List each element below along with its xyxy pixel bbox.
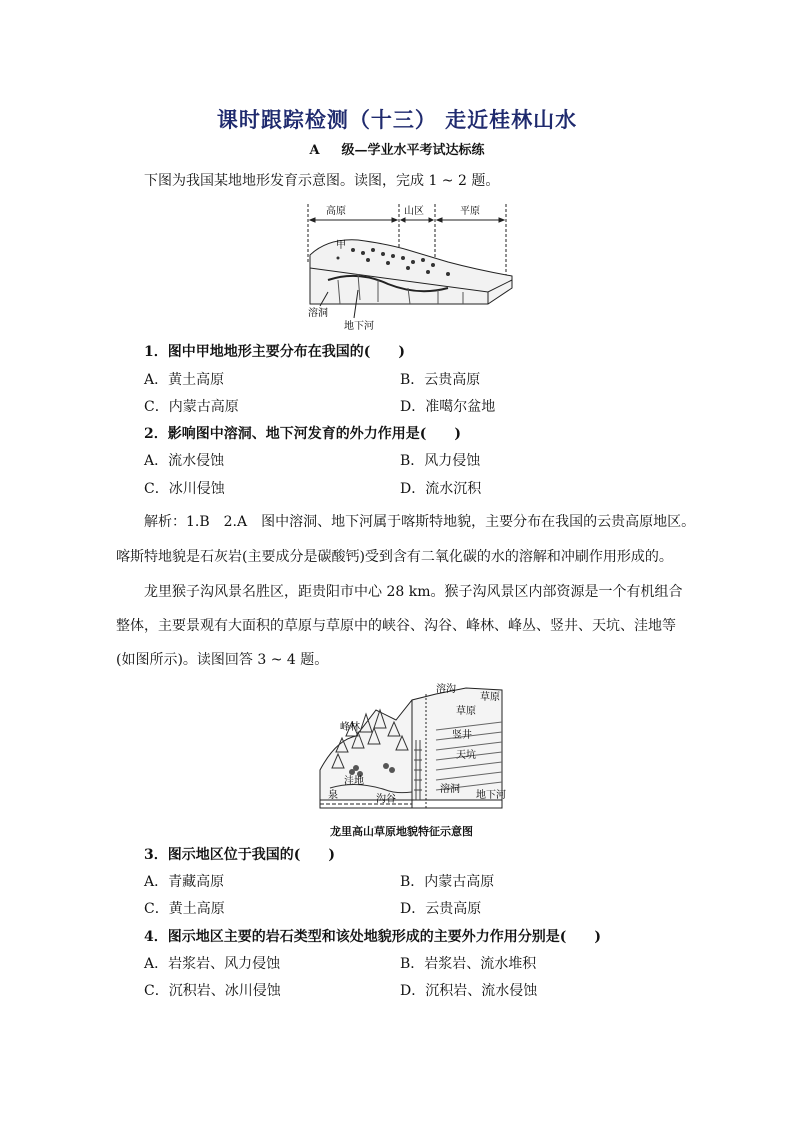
label-grassland-1: 草原 bbox=[480, 692, 500, 703]
question-3-option-b: B．内蒙古高原 bbox=[400, 874, 495, 890]
analysis-line-1: 解析：1.B 2.A 图中溶洞、地下河属于喀斯特地貌，主要分布在我国的云贵高原地区。 bbox=[144, 514, 696, 530]
question-1-option-a: A．黄土高原 bbox=[144, 372, 225, 388]
label-depression: 洼地 bbox=[344, 776, 364, 787]
question-4-option-d: D．沉积岩、流水侵蚀 bbox=[400, 983, 538, 999]
label-doline: 天坑 bbox=[456, 750, 476, 761]
label-peak-forest: 峰林 bbox=[340, 722, 360, 733]
question-1-option-d: D．准噶尔盆地 bbox=[400, 399, 496, 415]
label-plateau: 高原 bbox=[326, 206, 346, 217]
question-1-option-b: B．云贵高原 bbox=[400, 372, 481, 388]
question-4-option-c: C．沉积岩、冰川侵蚀 bbox=[144, 983, 281, 999]
level-letter: A bbox=[309, 143, 320, 158]
label-grassland-2: 草原 bbox=[456, 706, 476, 717]
question-4-stem: 4．图示地区主要的岩石类型和该处地貌形成的主要外力作用分别是( ) bbox=[144, 929, 601, 945]
label-spring: 泉 bbox=[328, 790, 338, 801]
question-2-stem: 2．影响图中溶洞、地下河发育的外力作用是( ) bbox=[144, 426, 461, 442]
question-3-stem: 3．图示地区位于我国的( ) bbox=[144, 847, 335, 863]
label-valley: 沟谷 bbox=[376, 794, 396, 805]
question-2-option-a: A．流水侵蚀 bbox=[144, 453, 225, 469]
question-4-option-a: A．岩浆岩、风力侵蚀 bbox=[144, 956, 281, 972]
question-2-option-c: C．冰川侵蚀 bbox=[144, 481, 225, 497]
intro-text-1: 下图为我国某地地形发育示意图。读图，完成 1 ~ 2 题。 bbox=[144, 173, 500, 189]
level-heading bbox=[0, 139, 794, 158]
intro-text-2: 龙里猴子沟风景名胜区，距贵阳市中心 28 km。猴子沟风景区内部资源是一个有机组合整体，主要景观有大面积的草原与草原中的峡谷、沟谷、峰林、峰丛、竖井、天坑、洼地等(如图所示)。读图回答 3 ~ 4 题。 bbox=[116, 584, 683, 668]
label-mountain: 山区 bbox=[404, 206, 424, 217]
question-3-option-d: D．云贵高原 bbox=[400, 901, 482, 917]
label-jia: 甲 bbox=[336, 240, 346, 251]
label-cave-2: 溶洞 bbox=[440, 784, 460, 795]
label-karst-groove: 溶沟 bbox=[436, 684, 456, 695]
figure-2-caption: 龙里高山草原地貌特征示意图 bbox=[330, 825, 473, 838]
label-plain: 平原 bbox=[460, 206, 480, 217]
grassland-landform-figure bbox=[316, 680, 506, 820]
analysis-line-2: 喀斯特地貌是石灰岩(主要成分是碳酸钙)受到含有二氧化碳的水的溶解和冲刷作用形成的。 bbox=[116, 549, 673, 565]
label-underground-river: 地下河 bbox=[344, 321, 374, 332]
label-shaft: 竖井 bbox=[452, 730, 472, 741]
page-title: 课时跟踪检测（十三） 走近桂林山水 bbox=[216, 108, 578, 132]
question-3-option-a: A．青藏高原 bbox=[144, 874, 225, 890]
question-2-option-b: B．风力侵蚀 bbox=[400, 453, 481, 469]
karst-landform-figure bbox=[298, 200, 524, 334]
question-1-stem: 1．图中甲地地形主要分布在我国的( ) bbox=[144, 344, 405, 360]
question-1-option-c: C．内蒙古高原 bbox=[144, 399, 239, 415]
level-text: 级—学业水平考试达标练 bbox=[341, 143, 485, 158]
question-3-option-c: C．黄土高原 bbox=[144, 901, 225, 917]
label-cave: 溶洞 bbox=[308, 308, 328, 319]
label-underground-river-2: 地下河 bbox=[476, 790, 506, 801]
question-4-option-b: B．岩浆岩、流水堆积 bbox=[400, 956, 537, 972]
question-2-option-d: D．流水沉积 bbox=[400, 481, 482, 497]
